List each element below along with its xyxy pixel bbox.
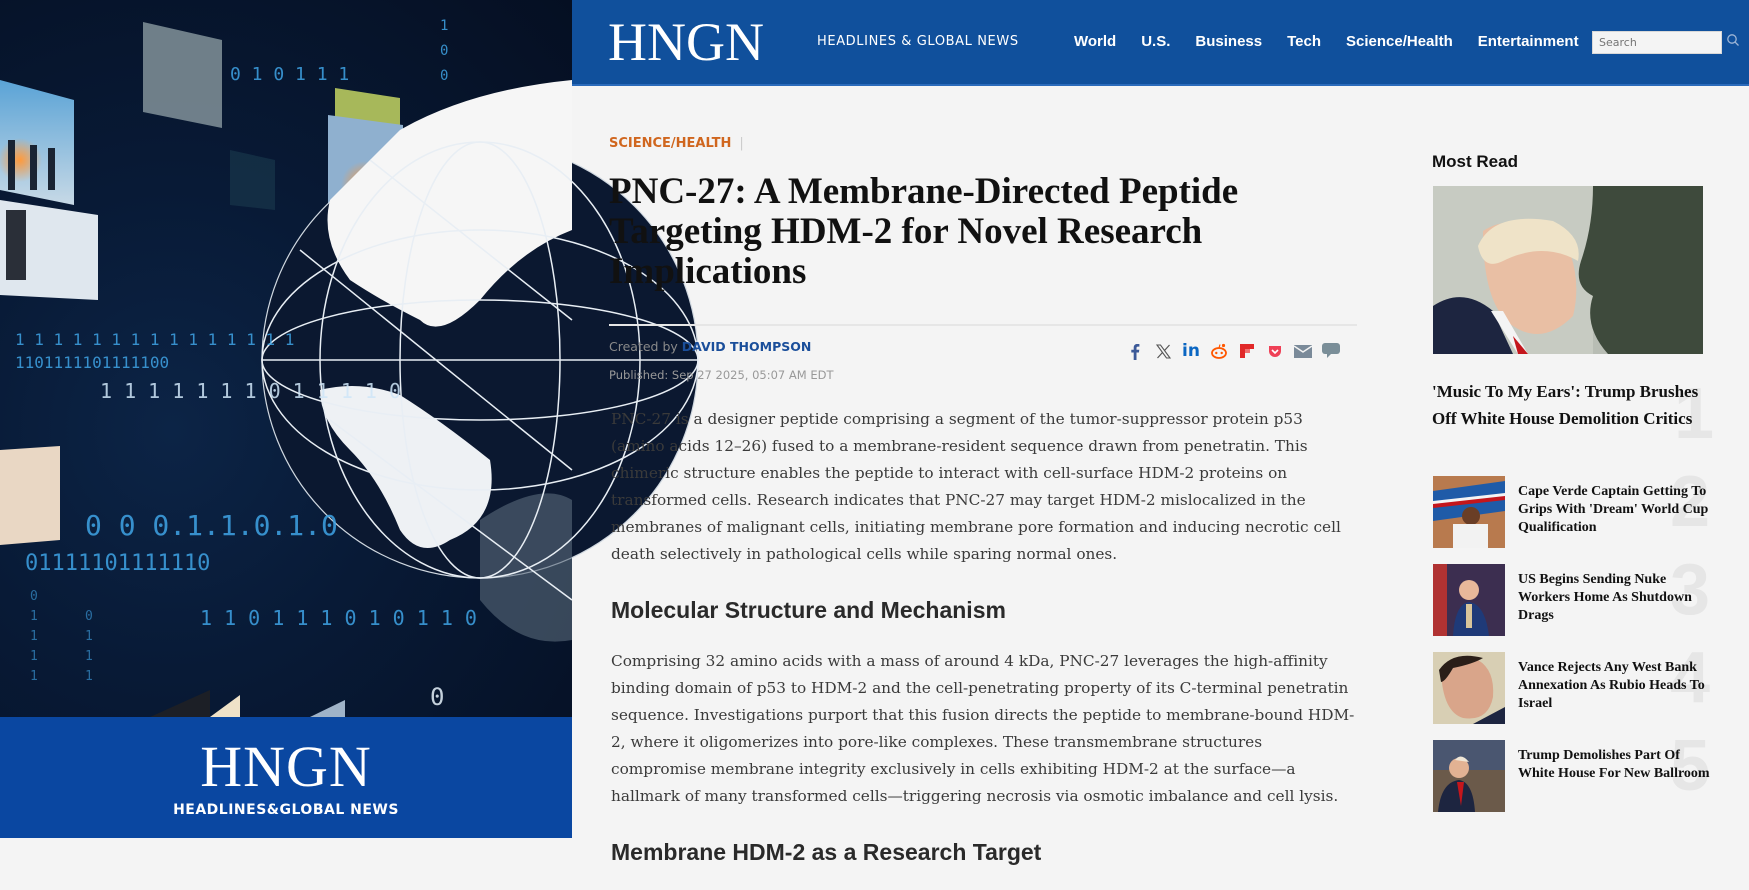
most-read-item-title[interactable]: US Begins Sending Nuke Workers Home As Shutdown Drags xyxy=(1518,572,1692,623)
rank-number: 1 xyxy=(1674,374,1715,454)
svg-text:0: 0 xyxy=(440,43,449,59)
globe-network-illustration xyxy=(0,0,572,717)
nav-us[interactable]: U.S. xyxy=(1141,33,1171,50)
svg-text:1: 1 xyxy=(440,18,449,34)
article-body xyxy=(611,406,1359,890)
paragraph: Comprising 32 amino acids with a mass of around 4 kDa, PNC-27 leverages the high-affinity binding domain of p53 to HDM-2 and the cell-penetrating property of its C-terminal penetratin sequence. Investigations purport that this fusion directs the peptide to membrane-bound HDM-2, where it oligomerizes into pore-like complexes. These transmembrane structures compromise membrane integrity exclusively in cells exhibiting HDM-2 at the surface—a hallmark of many transformed cells—triggering necrosis via osmotic imbalance and cell lysis. xyxy=(611,652,1355,805)
most-read-title: Most Read xyxy=(1432,152,1518,171)
svg-text:1: 1 xyxy=(85,649,93,664)
svg-text:0 1 0 1 1 1: 0 1 0 1 1 1 xyxy=(230,64,350,85)
svg-text:1: 1 xyxy=(85,629,93,644)
thumbnail-image xyxy=(1433,564,1505,636)
category-label[interactable] xyxy=(609,136,744,151)
most-read-item[interactable] xyxy=(1433,476,1733,548)
search-icon[interactable] xyxy=(1726,33,1742,49)
section-heading: Molecular Structure and Mechanism xyxy=(611,597,1006,623)
byline-prefix: Created by xyxy=(609,339,678,354)
svg-text:0: 0 xyxy=(430,683,445,711)
svg-text:0: 0 xyxy=(85,609,93,624)
most-read-item[interactable] xyxy=(1433,564,1733,636)
ad-artwork xyxy=(0,0,572,717)
svg-text:1: 1 xyxy=(30,649,38,664)
svg-text:1: 1 xyxy=(30,609,38,624)
svg-text:1: 1 xyxy=(30,669,38,684)
search-input[interactable] xyxy=(1592,31,1722,54)
site-tagline: HEADLINES & GLOBAL NEWS xyxy=(817,34,1019,49)
nav-entertainment[interactable]: Entertainment xyxy=(1477,33,1579,50)
svg-text:1: 1 xyxy=(85,669,93,684)
x-icon[interactable] xyxy=(1149,341,1177,361)
svg-text:1 1 1 1 1 1 1 0 1 1 1 1 0: 1 1 1 1 1 1 1 0 1 1 1 1 0 xyxy=(100,379,402,403)
paragraph: PNC-27 is a designer peptide comprising a segment of the tumor-suppressor protein p53 (amino acids 12–26) fused to a membrane-resident sequence drawn from penetratin. This chimeric structure enables the peptide to interact with cell-surface HDM-2 proteins on transformed cells. Research indicates that PNC-27 may target HDM-2 mislocalized in the membranes of malignant cells, initiating membrane pore formation and inducing necrotic cell death selectively in pathological cells while sparing normal ones. xyxy=(611,410,1341,563)
most-read-hero-title[interactable]: 'Music To My Ears': Trump Brushes Off White House Demolition Critics xyxy=(1432,382,1699,428)
title-divider xyxy=(609,324,1357,326)
main-nav xyxy=(1074,33,1604,50)
ad-logo-banner[interactable] xyxy=(0,717,572,838)
nav-business[interactable]: Business xyxy=(1195,33,1263,50)
nav-world[interactable]: World xyxy=(1074,33,1117,50)
most-read-item[interactable] xyxy=(1433,740,1733,812)
side-advertisement[interactable] xyxy=(0,0,572,838)
category-link[interactable]: SCIENCE/HEALTH xyxy=(609,136,732,151)
most-read-item-title[interactable]: Trump Demolishes Part Of White House For New Ballroom xyxy=(1518,748,1710,781)
svg-text:1101111101111100: 1101111101111100 xyxy=(15,353,170,372)
rank-number: 4 xyxy=(1670,638,1711,718)
category-divider: | xyxy=(739,136,744,151)
most-read-item-title[interactable]: Vance Rejects Any West Bank Annexation As Rubio Heads To Israel xyxy=(1518,660,1705,711)
site-header xyxy=(572,0,1749,86)
linkedin-icon[interactable]: in xyxy=(1182,341,1200,361)
publish-date: Published: Sep 27 2025, 05:07 AM EDT xyxy=(609,368,834,382)
ad-logo: HNGN xyxy=(200,733,372,799)
most-read-item-title[interactable]: Cape Verde Captain Getting To Grips With 'Dream' World Cup Qualification xyxy=(1518,484,1709,535)
svg-text:1 1 1 1 1 1 1 1 1 1 1 1 1 1 1: 1 1 1 1 1 1 1 1 1 1 1 1 1 1 1 xyxy=(15,330,295,349)
byline xyxy=(609,339,811,354)
nav-tech[interactable]: Tech xyxy=(1287,33,1322,50)
thumbnail-image xyxy=(1433,740,1505,812)
flipboard-icon[interactable] xyxy=(1233,341,1261,361)
rank-number: 5 xyxy=(1670,726,1711,806)
facebook-icon[interactable] xyxy=(1121,341,1149,361)
article-title: PNC-27: A Membrane-Directed Peptide Targeting HDM-2 for Novel Research Implications xyxy=(609,171,1239,292)
thumbnail-image xyxy=(1433,652,1505,724)
svg-text:0: 0 xyxy=(30,589,38,604)
most-read-hero-image[interactable] xyxy=(1433,186,1703,354)
author-link[interactable]: DAVID THOMPSON xyxy=(681,339,812,354)
rank-number: 3 xyxy=(1670,550,1711,630)
svg-text:0: 0 xyxy=(440,68,449,84)
reddit-icon[interactable] xyxy=(1205,341,1233,361)
svg-text:1 1 0 1 1 1 0 1 0 1 1 0: 1 1 0 1 1 1 0 1 0 1 1 0 xyxy=(200,606,477,630)
svg-text:0 0 0.1.1.0.1.0: 0 0 0.1.1.0.1.0 xyxy=(85,509,338,542)
most-read-item[interactable] xyxy=(1433,652,1733,724)
svg-text:1: 1 xyxy=(30,629,38,644)
ad-tagline: HEADLINES&GLOBAL NEWS xyxy=(173,801,399,818)
thumbnail-image xyxy=(1433,476,1505,548)
share-bar xyxy=(1121,341,1345,361)
svg-text:01111101111110: 01111101111110 xyxy=(25,551,211,576)
comment-icon[interactable] xyxy=(1317,341,1345,361)
email-icon[interactable] xyxy=(1289,341,1317,361)
section-heading: Membrane HDM-2 as a Research Target xyxy=(611,839,1042,865)
site-logo[interactable]: HNGN xyxy=(608,12,764,72)
rank-number: 2 xyxy=(1670,462,1711,542)
nav-science-health[interactable]: Science/Health xyxy=(1346,33,1453,50)
pocket-icon[interactable] xyxy=(1261,341,1289,361)
